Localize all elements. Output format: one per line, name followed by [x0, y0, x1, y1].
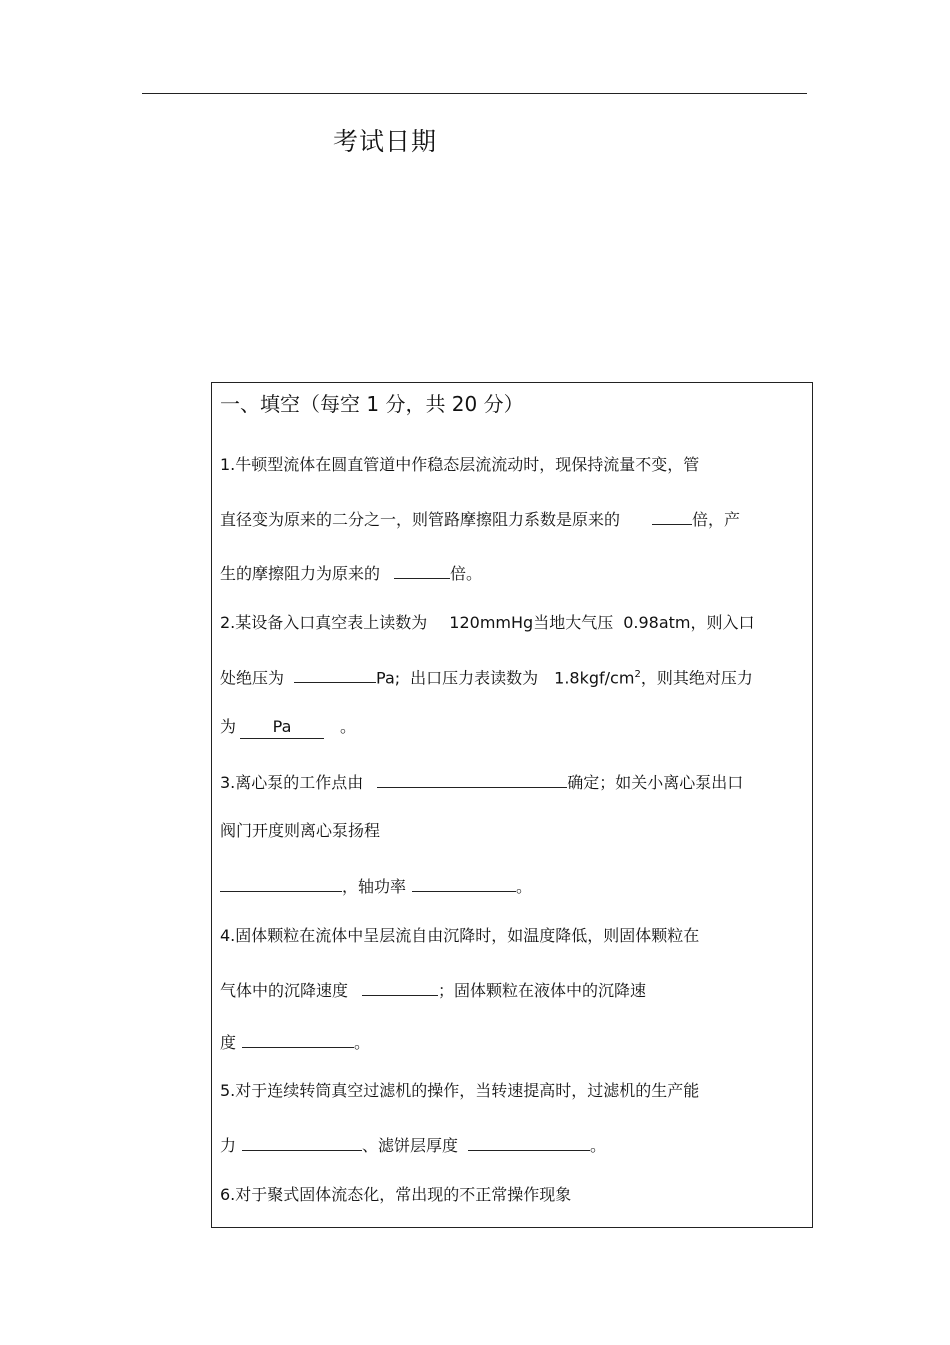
q1-text: 倍，产 — [692, 510, 741, 529]
q1-blank-2[interactable] — [394, 560, 450, 579]
q2-unit: Pa; — [376, 668, 401, 688]
q5-text: 力 — [220, 1136, 237, 1155]
q3-line-2: 阀门开度则离心泵扬程 — [220, 821, 381, 840]
q2-line-3 — [220, 716, 356, 739]
q5-line-1: 5.对于连续转筒真空过滤机的操作，当转速提高时，过滤机的生产能 — [220, 1081, 700, 1100]
q2-text: 出口压力表读数为 — [410, 668, 539, 688]
q3-blank-1[interactable] — [377, 769, 567, 788]
q3-text: 确定；如关小离心泵出口 — [567, 773, 744, 792]
q6-line-1: 6.对于聚式固体流态化，常出现的不正常操作现象 — [220, 1185, 572, 1204]
q1-line-2 — [220, 506, 740, 531]
q4-text: ；固体颗粒在液体中的沉降速 — [438, 981, 647, 1000]
q1-text: 直径变为原来的二分之一，则管路摩擦阻力系数是原来的 — [220, 510, 621, 529]
q3-text: ，轴功率 — [342, 877, 407, 896]
q3-text: 。 — [516, 877, 533, 896]
q2-atm-pressure: 0.98atm — [623, 613, 691, 632]
q2-vacuum-reading: 120mmHg — [449, 613, 534, 632]
q4-line-2 — [220, 977, 646, 1002]
q2-unit: Pa — [272, 717, 292, 736]
q1-text: 生的摩擦阻力为原来的 — [220, 564, 381, 583]
q2-superscript: 2 — [634, 669, 641, 680]
q4-line-3 — [220, 1029, 370, 1054]
q2-text: 。 — [340, 717, 357, 736]
q5-blank-2[interactable] — [468, 1132, 590, 1151]
q1-text: 倍。 — [450, 564, 483, 583]
q2-text: 当地大气压 — [533, 613, 614, 632]
q2-text: ，则其绝对压力 — [640, 668, 753, 688]
q4-blank-2[interactable] — [242, 1029, 354, 1048]
q1-line-3 — [220, 560, 482, 585]
section-heading: 一、填空（每空 1 分，共 20 分） — [220, 392, 524, 416]
q5-text: 。 — [590, 1136, 607, 1155]
q2-line-1 — [220, 612, 755, 634]
q4-blank-1[interactable] — [362, 977, 438, 996]
q5-text: 、滤饼层厚度 — [362, 1136, 459, 1155]
q2-gauge-reading: 1.8kgf/cm — [554, 668, 635, 688]
q4-text: 。 — [354, 1033, 371, 1052]
question-box — [211, 382, 813, 1228]
q3-blank-3[interactable] — [412, 873, 516, 892]
q4-text: 气体中的沉降速度 — [220, 981, 349, 1000]
q5-blank-1[interactable] — [242, 1132, 362, 1151]
q2-blank-1[interactable] — [294, 664, 376, 683]
q2-blank-2[interactable] — [240, 716, 324, 739]
q3-blank-2[interactable] — [220, 873, 342, 892]
q4-text: 度 — [220, 1033, 237, 1052]
q3-line-3 — [220, 873, 532, 898]
top-rule — [142, 93, 807, 94]
q5-line-2 — [220, 1132, 606, 1157]
q1-blank-1[interactable] — [652, 506, 692, 525]
q2-line-2 — [220, 664, 753, 689]
q2-text: ，则入口 — [690, 613, 755, 632]
q1-line-1: 1.牛顿型流体在圆直管道中作稳态层流流动时，现保持流量不变，管 — [220, 455, 700, 474]
q3-text: 3.离心泵的工作点由 — [220, 773, 364, 792]
q3-line-1 — [220, 769, 743, 794]
q2-text: 处绝压为 — [220, 668, 285, 688]
q4-line-1: 4.固体颗粒在流体中呈层流自由沉降时，如温度降低，则固体颗粒在 — [220, 926, 700, 945]
q2-text: 为 — [220, 717, 237, 736]
q2-text: 2.某设备入口真空表上读数为 — [220, 613, 428, 632]
exam-date-label: 考试日期 — [333, 127, 438, 156]
